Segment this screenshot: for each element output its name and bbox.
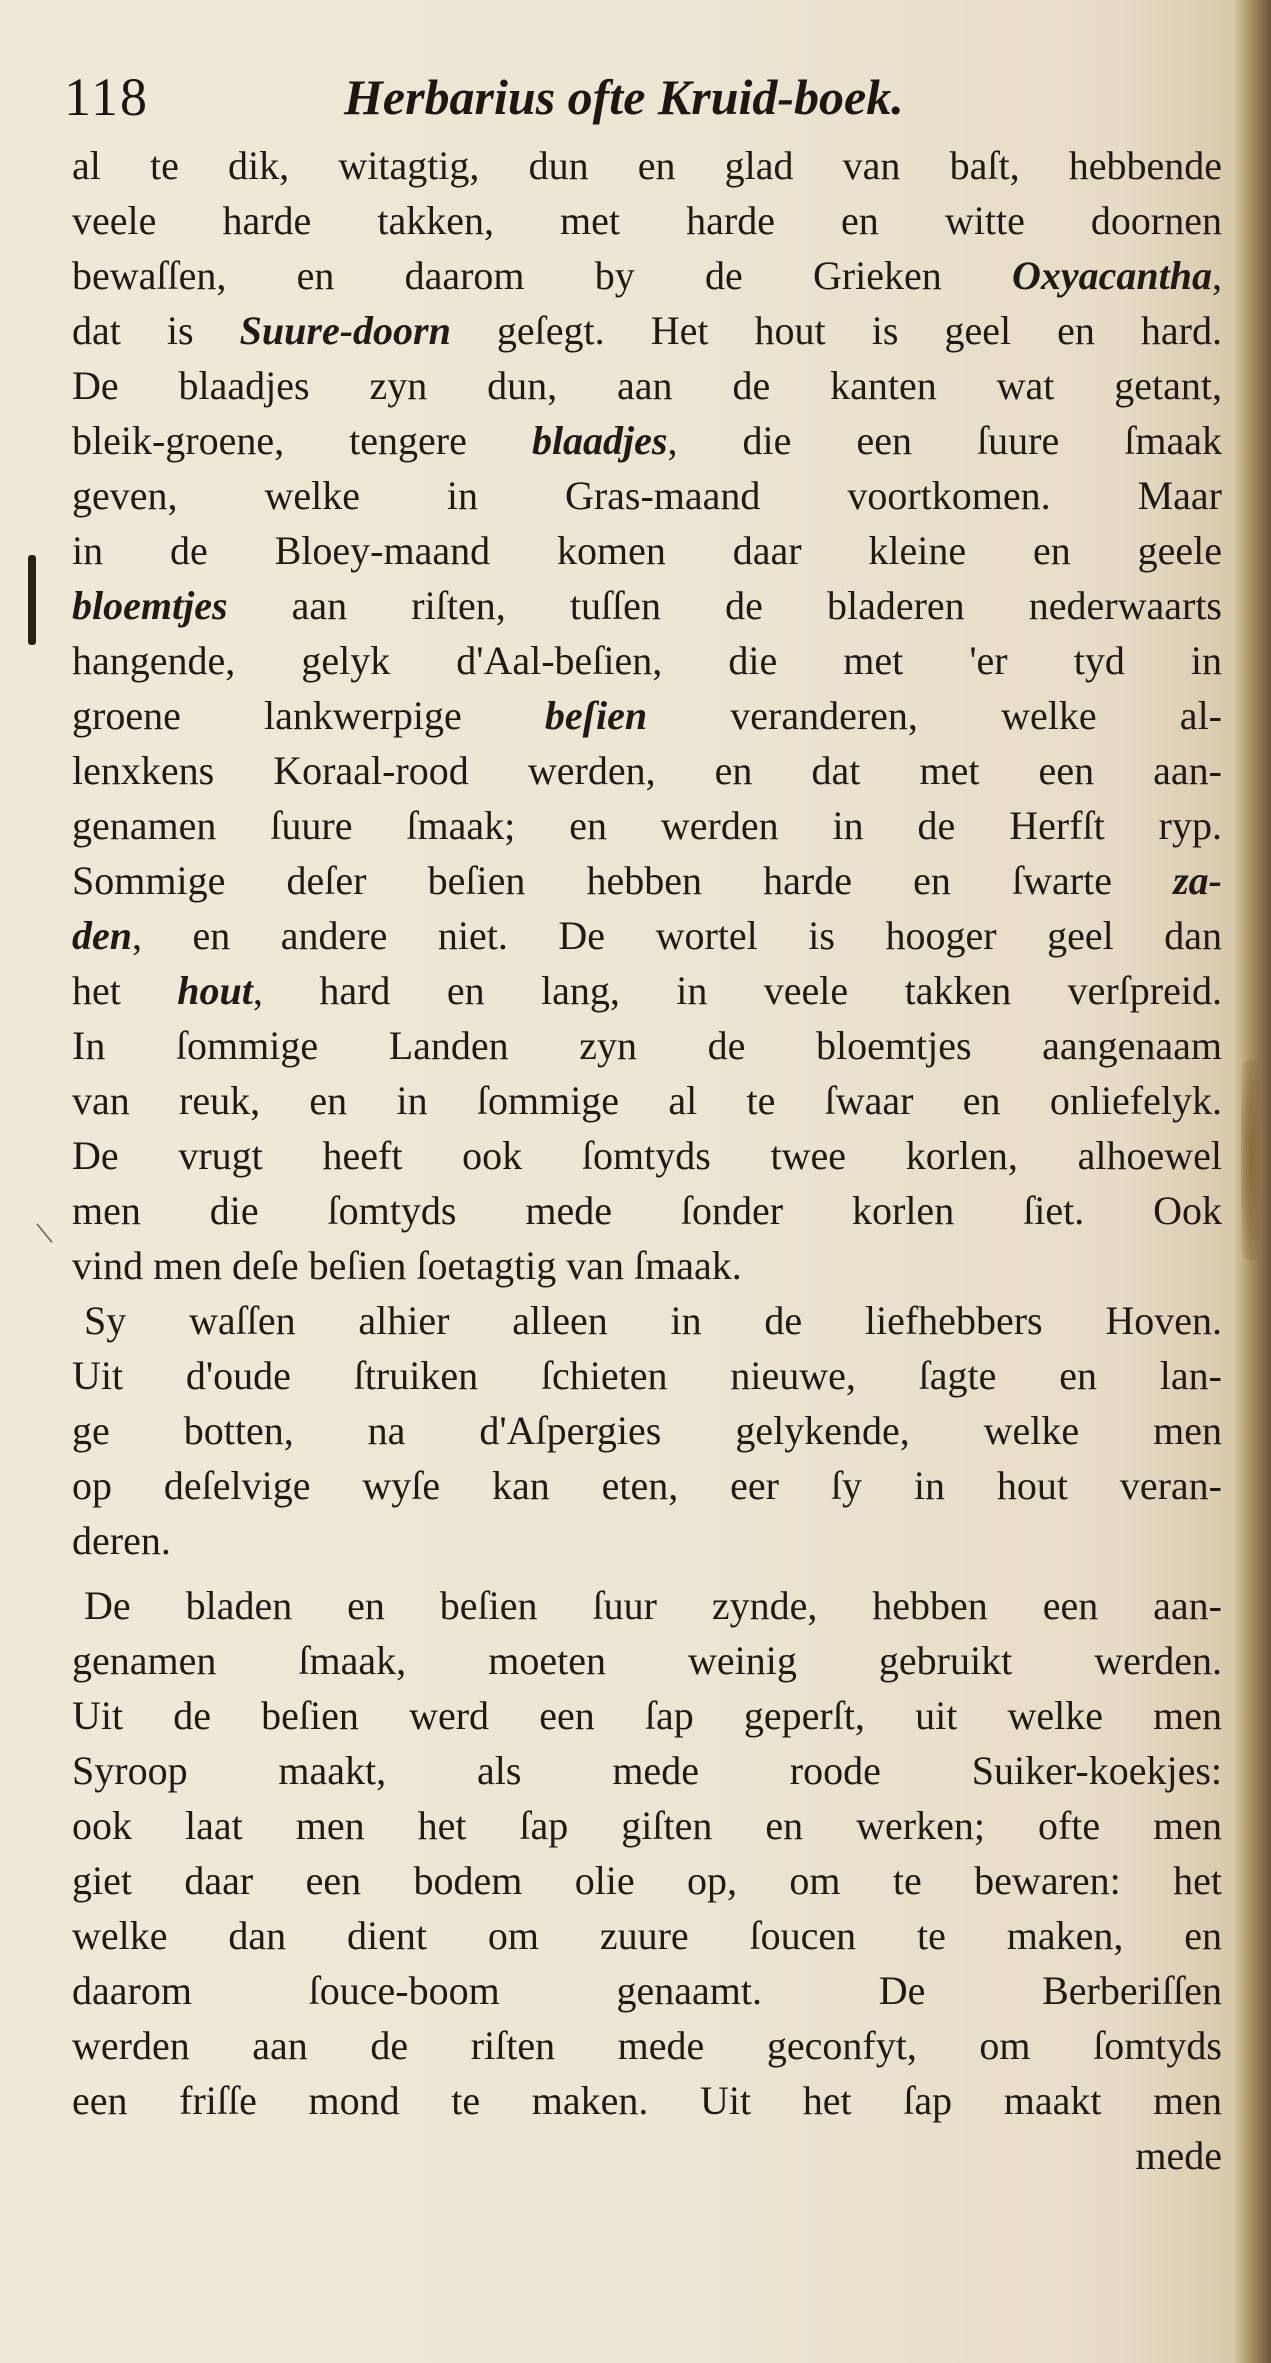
catchword: mede [1135, 2133, 1222, 2178]
text-line: Uit d'oude ſtruiken ſchieten nieuwe, ſagte en lan- [72, 1353, 1222, 1398]
text-line: daarom ſouce-boom genaamt. De Berberiſſen [72, 1968, 1222, 2013]
italic-term: den [72, 913, 132, 958]
text-line: De vrugt heeft ook ſomtyds twee korlen, alhoewel [72, 1133, 1222, 1178]
text-line: welke dan dient om zuure ſoucen te maken, en [72, 1913, 1222, 1958]
text-line: ge botten, na d'Aſpergies gelykende, welke men [72, 1408, 1222, 1453]
text-line: op deſelvige wyſe kan eten, eer ſy in hout veran- [72, 1463, 1222, 1508]
italic-term: za- [1173, 858, 1222, 903]
text-line: geven, welke in Gras-maand voortkomen. Maar [72, 473, 1222, 518]
text-line: dat is Suure-doorn geſegt. Het hout is geel en hard. [72, 308, 1223, 353]
text-line: giet daar een bodem olie op, om te bewaren: het [72, 1858, 1222, 1903]
page-header [64, 62, 1214, 132]
text-line: groene lankwerpige beſien veranderen, welke al- [72, 693, 1222, 738]
text-line: men die ſomtyds mede ſonder korlen ſiet. Ook [72, 1188, 1222, 1233]
body-text [72, 138, 1222, 2183]
text-line: deren. [72, 1518, 171, 1563]
text-line: van reuk, en in ſommige al te ſwaar en onliefelyk. [72, 1078, 1222, 1123]
italic-term: bloemtjes [72, 583, 228, 628]
text-line: hangende, gelyk d'Aal-beſien, die met 'er tyd in [72, 638, 1222, 683]
italic-term: beſien [544, 693, 648, 738]
text-line: vind men deſe beſien ſoetagtig van ſmaak. [72, 1243, 742, 1288]
text-line: Uit de beſien werd een ſap geperſt, uit welke men [72, 1693, 1222, 1738]
page-stain [1241, 1060, 1263, 1260]
page-number: 118 [64, 67, 149, 127]
text-line: bewaſſen, en daarom by de Grieken Oxyacantha, [72, 253, 1222, 298]
text-line: veele harde takken, met harde en witte doornen [72, 198, 1222, 243]
text-line: lenxkens Koraal-rood werden, en dat met een aan- [72, 748, 1222, 793]
text-line: genamen ſuure ſmaak; en werden in de Herfſt ryp. [72, 803, 1222, 848]
text-line: Syroop maakt, als mede roode Suiker-koekjes: [72, 1748, 1222, 1793]
text-line: werden aan de riſten mede geconfyt, om ſomtyds [72, 2023, 1222, 2068]
text-line: bloemtjes aan riſten, tuſſen de bladeren nederwaarts [72, 583, 1222, 628]
italic-term: hout [177, 968, 253, 1013]
text-line: den, en andere niet. De wortel is hooger geel dan [72, 913, 1222, 958]
text-line: De bladen en beſien ſuur zynde, hebben een aan- [84, 1583, 1222, 1628]
text-line: Sy waſſen alhier alleen in de liefhebbers Hoven. [84, 1298, 1222, 1343]
text-line: al te dik, witagtig, dun en glad van baſt, hebbende [72, 143, 1222, 188]
text-line: Sommige deſer beſien hebben harde en ſwarte za- [72, 858, 1222, 903]
text-line: bleik-groene, tengere blaadjes, die een ſuure ſmaak [72, 418, 1222, 463]
text-line: een friſſe mond te maken. Uit het ſap maakt men [72, 2078, 1222, 2123]
text-line: in de Bloey-maand komen daar kleine en geele [72, 528, 1222, 573]
text-line: genamen ſmaak, moeten weinig gebruikt werden. [72, 1638, 1222, 1683]
italic-term: blaadjes [531, 418, 668, 463]
text-line: De blaadjes zyn dun, aan de kanten wat getant, [72, 363, 1222, 408]
margin-small-mark: \ [33, 1214, 56, 1253]
italic-term: Oxyacantha [1012, 253, 1212, 298]
text-line: het hout, hard en lang, in veele takken verſpreid. [72, 968, 1222, 1013]
running-head: Herbarius ofte Kruid-boek. [344, 69, 904, 125]
italic-term: Suure-doorn [239, 308, 451, 353]
text-line: In ſommige Landen zyn de bloemtjes aangenaam [72, 1023, 1222, 1068]
margin-ink-mark [28, 555, 36, 645]
text-line: ook laat men het ſap giſten en werken; ofte men [72, 1803, 1222, 1848]
